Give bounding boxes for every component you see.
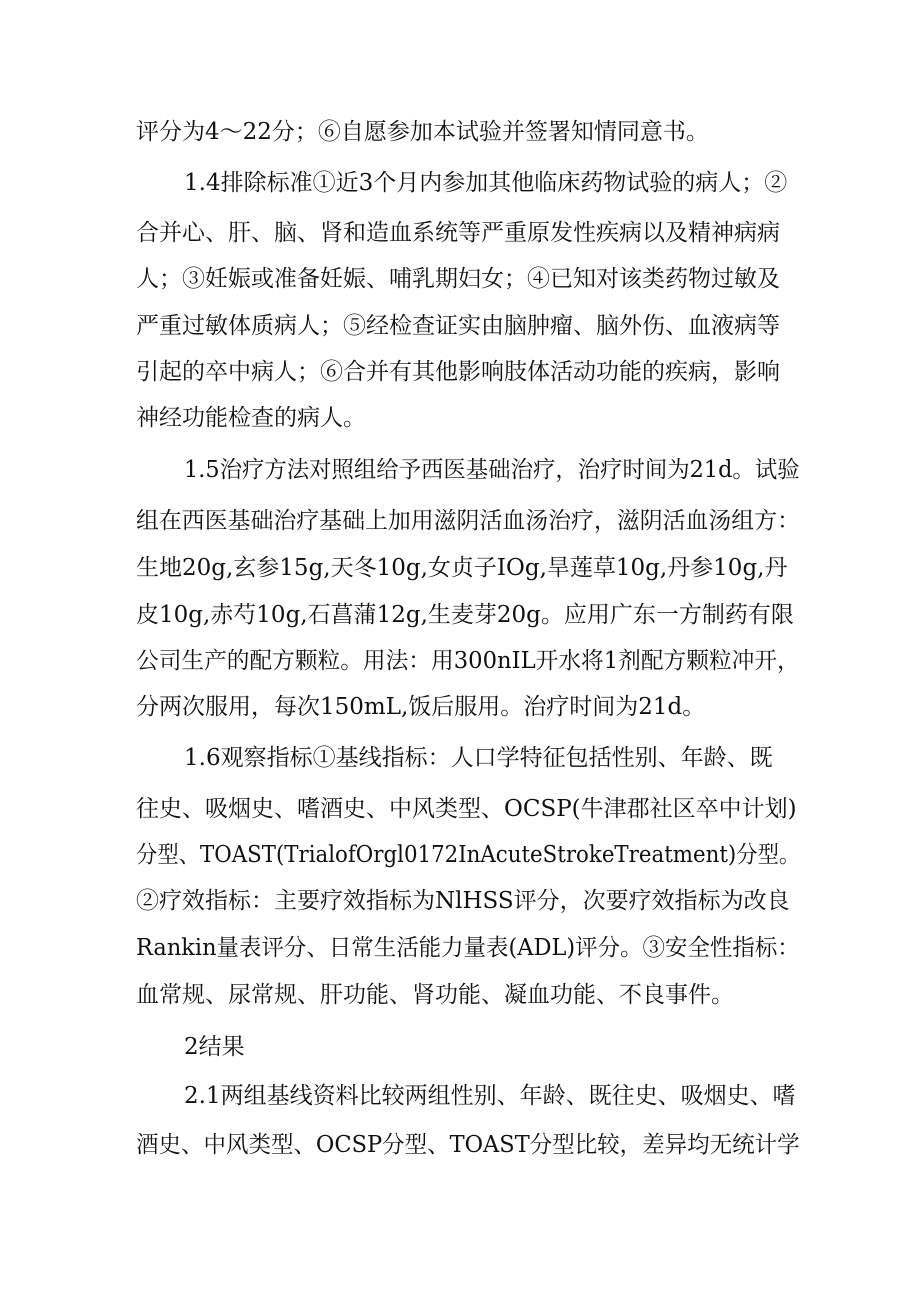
text-line: 酒史、中风类型、OCSP分型、TOAST分型比较，差异均无统计学 [136,1132,800,1158]
section-1-5-heading-line: 1.5治疗方法对照组给予西医基础治疗，治疗时间为21d。试验 [184,457,800,483]
text-line: 血常规、尿常规、肝功能、肾功能、凝血功能、不良事件。 [136,982,734,1008]
text-line: 评分为4～22分；⑥自愿参加本试验并签署知情同意书。 [136,119,709,145]
section-2-1-heading-line: 2.1两组基线资料比较两组性别、年龄、既往史、吸烟史、嗜 [184,1083,796,1109]
text-line: 合并心、肝、脑、肾和造血系统等严重原发性疾病以及精神病病 [136,220,780,246]
text-line: ②疗效指标：主要疗效指标为NlHSS评分，次要疗效指标为改良 [136,888,790,914]
section-1-6-heading-line: 1.6观察指标①基线指标：人口学特征包括性别、年龄、既 [184,745,773,771]
section-2-heading: 2结果 [184,1034,245,1060]
text-line: 组在西医基础治疗基础上加用滋阴活血汤治疗，滋阴活血汤组方： [136,508,800,534]
text-line: 引起的卒中病人；⑥合并有其他影响肢体活动功能的疾病，影响 [136,359,780,385]
text-line: 分型、TOAST(TrialofOrgl0172InAcuteStrokeTreatment)分型。 [136,842,801,868]
text-line: 皮10g,赤芍10g,石菖蒲12g,生麦芽20g。应用广东一方制药有限 [136,602,794,628]
text-line: 神经功能检查的病人。 [136,405,366,431]
text-line: 严重过敏体质病人；⑤经检查证实由脑肿瘤、脑外伤、血液病等 [136,313,780,339]
text-line: 分两次服用，每次150mL,饭后服用。治疗时间为21d。 [136,694,706,720]
text-line: 公司生产的配方颗粒。用法：用300nIL开水将1剂配方颗粒冲开， [136,648,800,674]
text-line: 往史、吸烟史、嗜酒史、中风类型、OCSP(牛津郡社区卒中计划) [136,796,797,822]
text-line: 生地20g,玄参15g,天冬10g,女贞子IOg,旱莲草10g,丹参10g,丹 [136,555,788,581]
text-line: Rankin量表评分、日常生活能力量表(ADL)评分。③安全性指标： [136,935,800,961]
text-line: 人；③妊娠或准备妊娠、哺乳期妇女；④已知对该类药物过敏及 [136,266,780,292]
section-1-4-heading-line: 1.4排除标准①近3个月内参加其他临床药物试验的病人；② [184,170,788,196]
